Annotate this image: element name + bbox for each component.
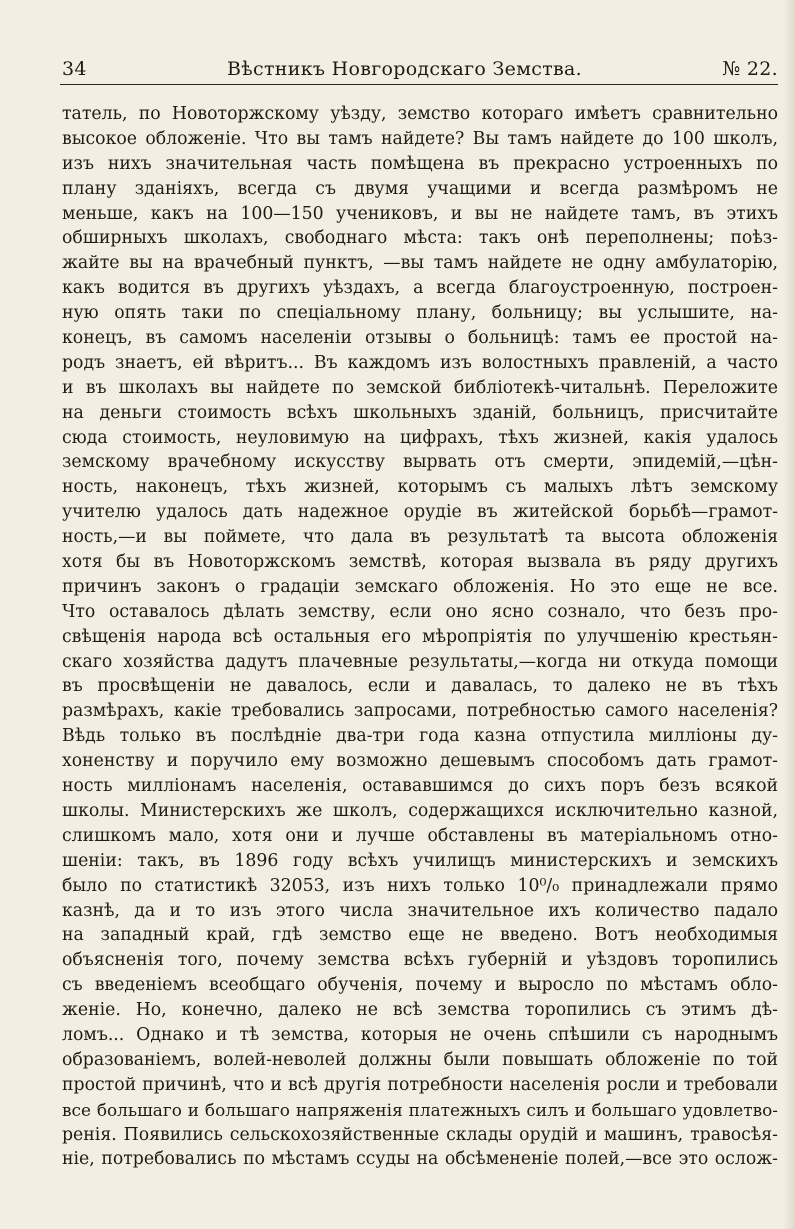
text-line: женіе. Но, конечно, далеко не всѣ земства торопились съ этимъ дѣ- — [62, 1000, 778, 1021]
text-line: какъ водится въ другихъ уѣздахъ, а всегда благоустроенную, построен- — [62, 278, 778, 299]
text-line: образованіемъ, волей-неволей должны были повышать обложеніе по той — [62, 1049, 778, 1070]
text-line: ность, наконецъ, тѣхъ жизней, которымъ съ малыхъ лѣтъ земскому — [62, 477, 778, 498]
text-line: обширныхъ школахъ, свободнаго мѣста: такъ онѣ переполнены; поѣз- — [62, 228, 778, 249]
page-number: 34 — [62, 58, 87, 80]
text-line: хоненству и поручило ему возможно дешевымъ способомъ дать грамот- — [62, 751, 778, 772]
text-line: ную опять таки по спеціальному плану, больницу; вы услышите, на- — [62, 303, 778, 324]
issue-number: № 22. — [722, 58, 778, 80]
header-rule — [60, 84, 778, 85]
body-text — [62, 102, 778, 1172]
text-line: меньше, какъ на 100—150 учениковъ, и вы не найдете тамъ, въ этихъ — [62, 203, 778, 224]
text-line: и въ школахъ вы найдете по земской библіотекѣ-читальнѣ. Переложите — [62, 377, 778, 398]
text-line: ренія. Появились сельскохозяйственные склады орудій и машинъ, травосѣя- — [62, 1124, 778, 1145]
text-line: Вѣдь только въ послѣдніе два-три года казна отпустила милліоны ду- — [62, 726, 778, 747]
text-line: школы. Министерскихъ же школъ, содержащихся исключительно казной, — [62, 800, 778, 821]
text-line: было по статистикѣ 32053, изъ нихъ только 10⁰/₀ принадлежали прямо — [62, 875, 778, 896]
text-line: сюда стоимость, неуловимую на цифрахъ, тѣхъ жизней, какія удалось — [62, 427, 778, 448]
text-line: ніе, потребовались по мѣстамъ ссуды на обсѣмененіе полей,—все это ослож- — [62, 1149, 778, 1170]
text-line: учителю удалось дать надежное орудіе въ житейской борьбѣ—грамот- — [62, 502, 778, 523]
text-line: ность милліонамъ населенія, остававшимся до сихъ поръ безъ всякой — [62, 776, 778, 797]
text-line: на западный край, гдѣ земство еще не введено. Вотъ необходимыя — [62, 925, 778, 946]
text-line: все большаго и большаго напряженія платежныхъ силъ и большаго удовлетво- — [62, 1099, 778, 1120]
text-line: казнѣ, да и то изъ этого числа значительное ихъ количество падало — [62, 900, 778, 921]
text-line: простой причинѣ, что и всѣ другія потребности населенія росли и требовали — [62, 1074, 778, 1095]
text-line: причинъ законъ о градаціи земскаго обложенія. Но это еще не все. — [62, 576, 778, 597]
text-line: размѣрахъ, какіе требовались запросами, потребностью самого населенія? — [62, 701, 778, 722]
text-line: шеніи: такъ, въ 1896 году всѣхъ училищъ министерскихъ и земскихъ — [62, 850, 778, 871]
text-line: скаго хозяйства дадутъ плачевные результаты,—когда ни откуда помощи — [62, 651, 778, 672]
running-header — [62, 58, 778, 84]
text-line: свѣщенія народа всѣ остальныя его мѣропріятія по улучшенію крестьян- — [62, 626, 778, 647]
text-line: конецъ, въ самомъ населеніи отзывы о больницѣ: тамъ ее простой на- — [62, 328, 778, 349]
text-line: на деньги стоимость всѣхъ школьныхъ зданій, больницъ, присчитайте — [62, 402, 778, 423]
text-line: въ просвѣщеніи не давалось, если и давалась, то далеко не въ тѣхъ — [62, 676, 778, 697]
text-line: изъ нихъ значительная часть помѣщена въ прекрасно устроенныхъ по — [62, 153, 778, 174]
text-line: земскому врачебному искусству вырвать отъ смерти, эпидемій,—цѣн- — [62, 452, 778, 473]
text-line: Что оставалось дѣлать земству, если оно ясно сознало, что безъ про- — [62, 601, 778, 622]
text-line: слишкомъ мало, хотя они и лучше обставлены въ матеріальномъ отно- — [62, 825, 778, 846]
journal-title: Вѣстникъ Новгородскаго Земства. — [227, 58, 582, 80]
text-line: ность,—и вы поймете, что дала въ результатѣ та высота обложенія — [62, 527, 778, 548]
text-line: плану зданіяхъ, всегда съ двумя учащими и всегда размѣромъ не — [62, 178, 778, 199]
text-line: родъ знаетъ, ей вѣритъ... Въ каждомъ изъ волостныхъ правленій, а часто — [62, 352, 778, 373]
text-line: съ введеніемъ всеобщаго обученія, почему и выросло по мѣстамъ обло- — [62, 975, 778, 996]
text-line: высокое обложеніе. Что вы тамъ найдете? Вы тамъ найдете до 100 школъ, — [62, 128, 778, 149]
text-line: объясненія того, почему земства всѣхъ губерній и уѣздовъ торопились — [62, 950, 778, 971]
text-line: татель, по Новоторжскому уѣзду, земство котораго имѣетъ сравнительно — [62, 104, 778, 124]
text-line: ломъ... Однако и тѣ земства, которыя не очень спѣшили съ народнымъ — [62, 1024, 778, 1045]
text-line: хотя бы въ Новоторжскомъ земствѣ, которая вызвала въ ряду другихъ — [62, 552, 778, 573]
text-line: жайте вы на врачебный пунктъ, —вы тамъ найдете не одну амбулаторію, — [62, 253, 778, 274]
page-edge-shadow — [783, 0, 795, 1229]
